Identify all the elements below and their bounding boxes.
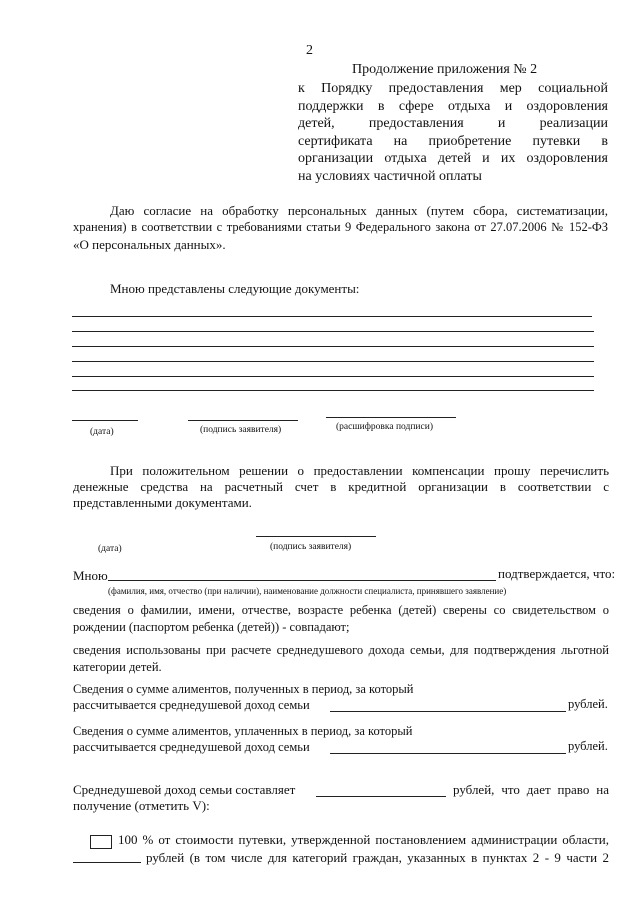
document-line-6[interactable] xyxy=(72,390,594,391)
specialist-name-line[interactable] xyxy=(108,580,496,581)
income-suffix: рублей, что дает право на xyxy=(453,782,609,797)
appendix-line-2: поддержки в сфере отдыха и оздоровления xyxy=(298,98,608,114)
confirmation-prefix: Мною xyxy=(73,568,108,583)
income-prefix: Среднедушевой доход семьи составляет xyxy=(73,782,296,797)
consent-line-2: хранения) в соответствии с требованиями статьи 9 Федерального закона от 27.07.2006 № 152-ФЗ xyxy=(73,220,608,234)
applicant-signature-line-2[interactable] xyxy=(256,536,376,537)
date-line-1[interactable] xyxy=(72,420,138,421)
option-100-line2: рублей (в том числе для категорий граждан, указанных в пунктах 2 - 9 части 2 xyxy=(146,850,609,865)
confirmation-suffix: подтверждается, что: xyxy=(498,566,616,581)
appendix-line-1: к Порядку предоставления мер социальной xyxy=(298,81,608,96)
specialist-caption: (фамилия, имя, отчество (при наличии), наименование должности специалиста, принявшего заявление) xyxy=(108,586,507,596)
consent-line-3: «О персональных данных». xyxy=(73,237,226,252)
signature-decoding-line[interactable] xyxy=(326,417,456,418)
alimony-received-line1: Сведения о сумме алиментов, полученных в период, за который xyxy=(73,682,414,696)
appendix-title: Продолжение приложения № 2 xyxy=(352,62,538,77)
appendix-subtitle xyxy=(298,80,608,185)
document-line-2[interactable] xyxy=(72,331,594,332)
option-100-line1: 100 % от стоимости путевки, утвержденной постановлением администрации области, xyxy=(118,832,609,847)
applicant-signature-line-1[interactable] xyxy=(188,420,298,421)
alimony-received-unit: рублей. xyxy=(568,697,608,711)
appendix-line-3: детей, предоставления и реализации xyxy=(298,116,608,131)
compensation-line-2: денежные средства на расчетный счет в кредитной организации в соответствии с xyxy=(73,479,609,494)
appendix-line-4: сертификата на приобретение путевки в xyxy=(298,133,608,149)
alimony-paid-amount-line[interactable] xyxy=(330,753,566,754)
confirmation-item1-line1: сведения о фамилии, имени, отчестве, возрасте ребенка (детей) сверены со свидетельством о xyxy=(73,603,609,617)
compensation-line-1: При положительном решении о предоставлении компенсации прошу перечислить xyxy=(110,463,609,478)
date-caption-1: (дата) xyxy=(90,427,114,437)
applicant-signature-caption-1: (подпись заявителя) xyxy=(200,425,282,435)
compensation-line-3: представленными документами. xyxy=(73,495,252,510)
option-100-checkbox[interactable] xyxy=(90,835,112,849)
documents-intro: Мною представлены следующие документы: xyxy=(110,281,360,296)
confirmation-item2-line1: сведения использованы при расчете среднедушевого дохода семьи, для подтверждения льготной xyxy=(73,643,609,657)
page-number: 2 xyxy=(306,43,313,58)
document-line-3[interactable] xyxy=(72,346,594,347)
option-100-amount-line[interactable] xyxy=(73,862,141,863)
alimony-paid-line2: рассчитывается среднедушевой доход семьи xyxy=(73,740,310,754)
income-line2: получение (отметить V): xyxy=(73,798,210,813)
signature-decoding-caption: (расшифровка подписи) xyxy=(336,422,433,432)
alimony-paid-line1: Сведения о сумме алиментов, уплаченных в период, за который xyxy=(73,724,413,738)
income-amount-line[interactable] xyxy=(316,796,446,797)
document-line-4[interactable] xyxy=(72,361,594,362)
appendix-line-5: организации отдыха детей и их оздоровления xyxy=(298,151,608,166)
document-line-1[interactable] xyxy=(72,316,592,317)
consent-line-1: Даю согласие на обработку персональных данных (путем сбора, систематизации, xyxy=(110,203,608,218)
confirmation-item1-line2: рождении (паспортом ребенка (детей)) - совпадают; xyxy=(73,620,350,634)
document-line-5[interactable] xyxy=(72,376,594,377)
applicant-signature-caption-2: (подпись заявителя) xyxy=(270,542,352,552)
alimony-received-amount-line[interactable] xyxy=(330,711,566,712)
alimony-paid-unit: рублей. xyxy=(568,739,608,753)
confirmation-item2-line2: категории детей. xyxy=(73,660,162,674)
appendix-line-6: на условиях частичной оплаты xyxy=(298,168,482,184)
alimony-received-line2: рассчитывается среднедушевой доход семьи xyxy=(73,698,310,712)
date-caption-2: (дата) xyxy=(98,544,122,554)
